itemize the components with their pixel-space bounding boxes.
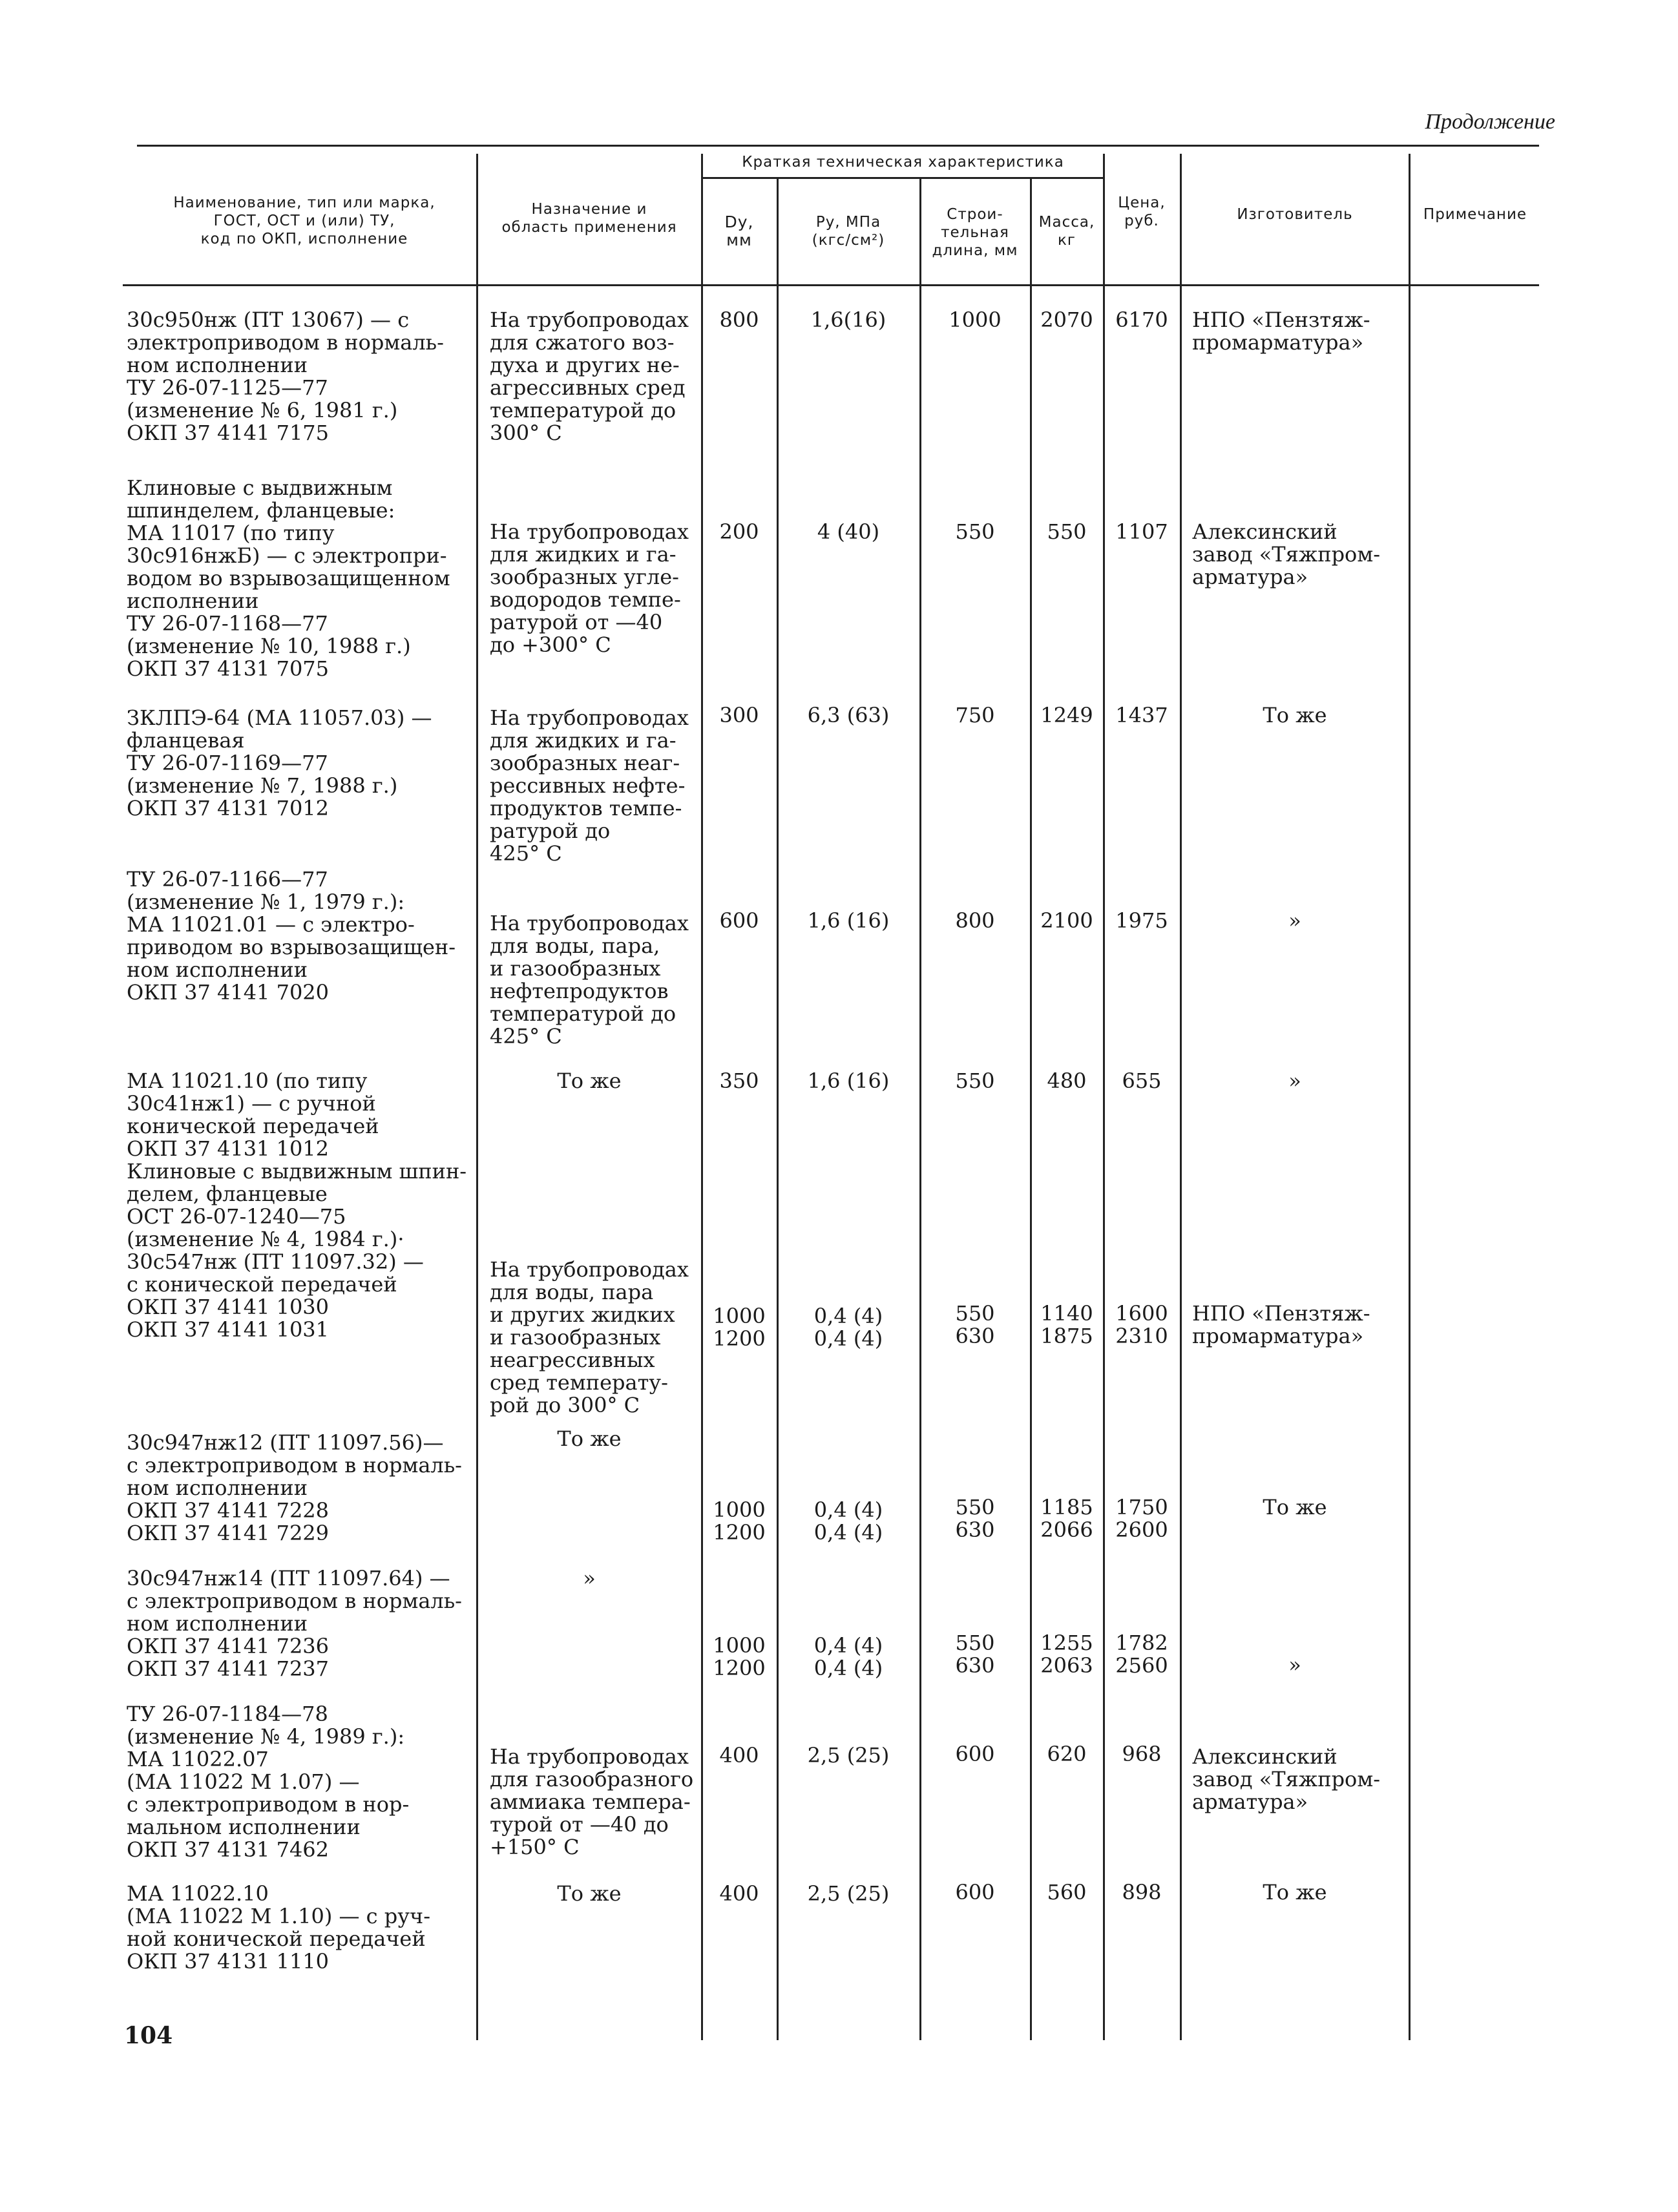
table-row-py: 2,5 (25) bbox=[807, 1881, 890, 1906]
table-row-dy: 400 bbox=[719, 1881, 759, 1906]
table-row-py: 4 (40) bbox=[817, 519, 880, 544]
table-row-py: 6,3 (63) bbox=[807, 703, 890, 727]
table-row-price: 6170 bbox=[1115, 308, 1168, 332]
header-purpose: Назначение и область применения bbox=[501, 201, 677, 236]
table-row-dy: 800 bbox=[719, 308, 759, 332]
table-row-dy: 1000 1200 bbox=[713, 1304, 766, 1351]
table-row-dy: 400 bbox=[719, 1743, 759, 1768]
table-row-purpose: На трубопроводах для сжатого воз- духа и других не- агрессивных сред температурой до 300° С bbox=[490, 308, 689, 445]
table-row-price: 655 bbox=[1122, 1069, 1162, 1093]
table-row-dy: 1000 1200 bbox=[713, 1497, 766, 1545]
table-row-length: 550 630 bbox=[955, 1631, 995, 1678]
table-row-price: 1750 2600 bbox=[1115, 1495, 1168, 1542]
table-row-maker: » bbox=[1288, 908, 1301, 933]
table-row-mass: 480 bbox=[1047, 1069, 1087, 1093]
table-row-length: 550 630 bbox=[955, 1495, 995, 1542]
table-row-length: 1000 bbox=[949, 308, 1002, 332]
header-mass: Масса, кг bbox=[1038, 214, 1095, 249]
header-note: Примечание bbox=[1423, 206, 1527, 223]
table-row-maker: То же bbox=[1263, 1495, 1327, 1519]
table-row-length: 800 bbox=[955, 908, 995, 933]
table-row-mass: 2070 bbox=[1040, 308, 1093, 332]
table-row-length: 750 bbox=[955, 703, 995, 727]
table-row-length: 550 bbox=[955, 1069, 995, 1093]
table-row-name: ЗКЛПЭ-64 (МА 11057.03) — фланцевая ТУ 26-07-1169—77 (изменение № 7, 1988 г.) ОКП 37 4131 7012 bbox=[127, 705, 432, 820]
table-row-purpose: На трубопроводах для жидких и га- зообразных неаг- рессивных нефте- продуктов темпе- ратурой до 425° С bbox=[490, 705, 689, 866]
table-row-mass: 1185 2066 bbox=[1040, 1495, 1093, 1542]
header-bottom-rule bbox=[123, 284, 1539, 286]
table-row-name: МА 11021.10 (по типу 30с41нж1) — с ручной конической передачей ОКП 37 4131 1012 Клиновые с выдвижным шпин- делем, фланцевые ОСТ 26-07-1240—75 (изменение № 4, 1984 г.)· 30с547нж (ПТ 11097.32) — с конической передачей ОКП 37 4141 1030 ОКП 37 4141 1031 bbox=[127, 1069, 467, 1342]
table-row-py: 0,4 (4) 0,4 (4) bbox=[813, 1497, 883, 1545]
table-row-mass: 1140 1875 bbox=[1040, 1301, 1093, 1348]
table-row-price: 1975 bbox=[1115, 908, 1168, 933]
header-dy: Dу, мм bbox=[724, 213, 754, 249]
table-row-dy: 350 bbox=[719, 1069, 759, 1093]
table-row-length: 600 bbox=[955, 1742, 995, 1766]
table-row-price: 1437 bbox=[1115, 703, 1168, 727]
table-row-py: 1,6(16) bbox=[810, 308, 886, 332]
table-row-name: 30с947нж12 (ПТ 11097.56)— с электроприводом в нормаль- ном исполнении ОКП 37 4141 7228 ОКП 37 4141 7229 bbox=[127, 1430, 462, 1545]
table-row-name: ТУ 26-07-1184—78 (изменение № 4, 1989 г.): МА 11022.07 (МА 11022 М 1.07) — с электроприводом в нор- мальном исполнении ОКП 37 4131 7462 bbox=[127, 1702, 410, 1862]
col-divider-8 bbox=[1409, 154, 1411, 2040]
table-row-maker: Алексинский завод «Тяжпром- арматура» bbox=[1192, 1744, 1381, 1814]
table-top-rule bbox=[137, 145, 1539, 147]
table-row-maker: То же bbox=[1263, 1880, 1327, 1904]
col-divider-7 bbox=[1180, 154, 1182, 2040]
table-row-py: 1,6 (16) bbox=[807, 1069, 890, 1093]
header-py: Pу, МПа (кгс/см²) bbox=[812, 214, 885, 249]
table-row-purpose: На трубопроводах для жидких и га- зообразных угле- водородов темпе- ратурой от —40 до +300° С bbox=[490, 519, 689, 657]
table-row-length: 600 bbox=[955, 1880, 995, 1904]
table-row-name: ТУ 26-07-1166—77 (изменение № 1, 1979 г.): МА 11021.01 — с электро- приводом во взрывозащищен- ном исполнении ОКП 37 4141 7020 bbox=[127, 867, 456, 1005]
col-divider-1 bbox=[476, 154, 478, 2040]
table-row-py: 0,4 (4) 0,4 (4) bbox=[813, 1633, 883, 1680]
table-row-purpose: На трубопроводах для воды, пара, и газообразных нефтепродуктов температурой до 425° С bbox=[490, 911, 689, 1049]
table-row-maker: То же bbox=[1263, 703, 1327, 727]
table-row-price: 1107 bbox=[1115, 519, 1168, 544]
table-row-name: 30с947нж14 (ПТ 11097.64) — с электроприводом в нормаль- ном исполнении ОКП 37 4141 7236 ОКП 37 4141 7237 bbox=[127, 1566, 462, 1681]
table-row-purpose: » bbox=[583, 1566, 596, 1591]
table-row-dy: 1000 1200 bbox=[713, 1633, 766, 1680]
table-row-length: 550 630 bbox=[955, 1301, 995, 1348]
table-row-py: 2,5 (25) bbox=[807, 1743, 890, 1768]
table-row-mass: 2100 bbox=[1040, 908, 1093, 933]
table-row-purpose: На трубопроводах для воды, пара и других жидких и газообразных неагрессивных сред температу- рой до 300° С bbox=[490, 1257, 689, 1417]
table-row-mass: 550 bbox=[1047, 519, 1087, 544]
table-row-price: 1782 2560 bbox=[1115, 1631, 1168, 1678]
table-row-dy: 300 bbox=[719, 703, 759, 727]
table-row-price: 968 bbox=[1122, 1742, 1162, 1766]
table-row-maker: НПО «Пензтяж- промарматура» bbox=[1192, 308, 1370, 355]
header-tech-group: Краткая техническая характеристика bbox=[742, 154, 1064, 171]
header-length: Строи- тельная длина, мм bbox=[932, 206, 1018, 259]
table-row-mass: 1255 2063 bbox=[1040, 1631, 1093, 1678]
table-row-price: 1600 2310 bbox=[1115, 1301, 1168, 1348]
table-row-purpose: То же bbox=[557, 1881, 622, 1906]
table-row-dy: 600 bbox=[719, 908, 759, 933]
table-row-maker: НПО «Пензтяж- промарматура» bbox=[1192, 1301, 1370, 1348]
table-row-length: 550 bbox=[955, 519, 995, 544]
table-row-py: 0,4 (4) 0,4 (4) bbox=[813, 1304, 883, 1351]
header-maker: Изготовитель bbox=[1237, 206, 1353, 223]
table-row-price: 898 bbox=[1122, 1880, 1162, 1904]
header-price: Цена, руб. bbox=[1118, 194, 1166, 229]
table-row-maker: Алексинский завод «Тяжпром- арматура» bbox=[1192, 519, 1381, 589]
table-row-maker: » bbox=[1288, 1069, 1301, 1093]
table-row-mass: 560 bbox=[1047, 1880, 1087, 1904]
table-row-name: Клиновые с выдвижным шпинделем, фланцевые: МА 11017 (по типу 30с916нжБ) — с электропри- водом во взрывозащищенном исполнении ТУ 26-07-1168—77 (изменение № 10, 1988 г.) ОКП 37 4131 7075 bbox=[127, 475, 450, 681]
header-name: Наименование, тип или марка, ГОСТ, ОСТ и (или) ТУ, код по ОКП, исполнение bbox=[173, 194, 435, 247]
tech-group-rule bbox=[701, 177, 1104, 179]
table-row-purpose: На трубопроводах для газообразного аммиака темпера- турой от —40 до +150° С bbox=[490, 1744, 694, 1859]
table-row-dy: 200 bbox=[719, 519, 759, 544]
table-row-mass: 620 bbox=[1047, 1742, 1087, 1766]
table-row-maker: » bbox=[1288, 1653, 1301, 1677]
page-number: 104 bbox=[124, 2022, 173, 2049]
table-row-purpose: То же bbox=[557, 1426, 622, 1451]
table-row-name: 30с950нж (ПТ 13067) — с электроприводом в нормаль- ном исполнении ТУ 26-07-1125—77 (изменение № 6, 1981 г.) ОКП 37 4141 7175 bbox=[127, 308, 444, 445]
table-row-py: 1,6 (16) bbox=[807, 908, 890, 933]
table-row-mass: 1249 bbox=[1040, 703, 1093, 727]
table-row-purpose: То же bbox=[557, 1069, 622, 1093]
table-row-name: МА 11022.10 (МА 11022 М 1.10) — с руч- ной конической передачей ОКП 37 4131 1110 bbox=[127, 1881, 431, 1974]
continuation-label: Продолжение bbox=[1425, 110, 1555, 134]
